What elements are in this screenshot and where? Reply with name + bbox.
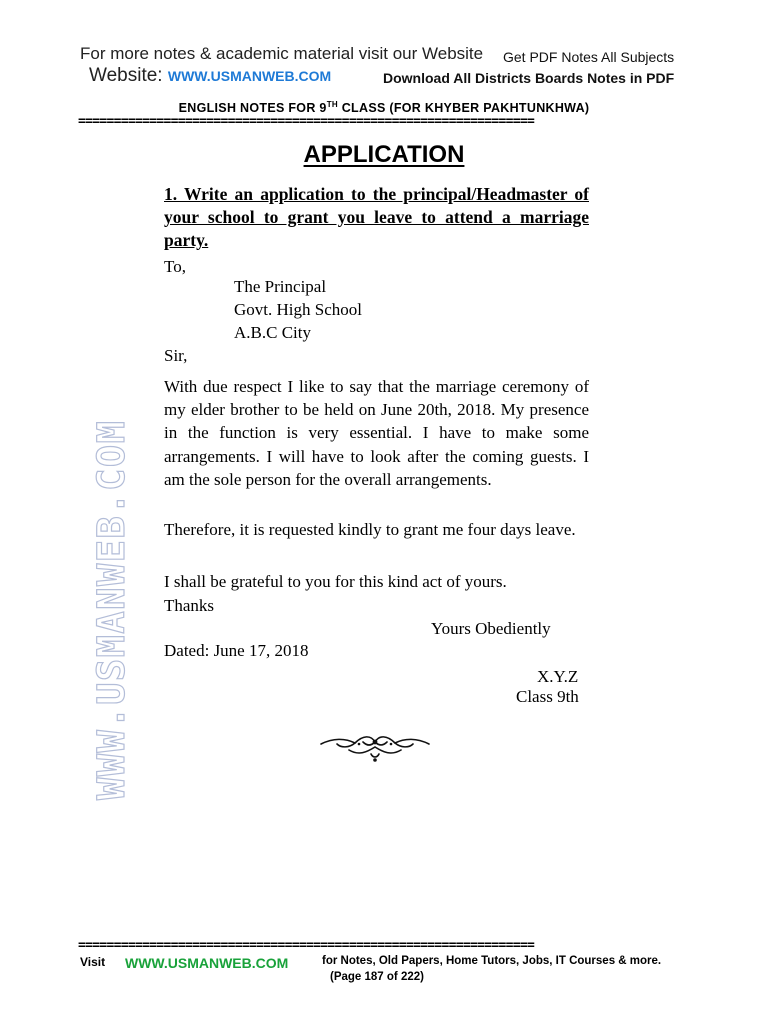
header-rule: ================================================================ [78, 114, 535, 129]
address-line-3: A.B.C City [234, 323, 311, 342]
watermark-text: WWW.USMANWEB.COM [90, 419, 133, 800]
subject-heading [0, 100, 768, 115]
paragraph-3: I shall be grateful to you for this kind act of yours. [164, 572, 507, 591]
subject-sup: TH [326, 100, 338, 109]
flourish-ornament-icon [319, 730, 431, 766]
page-number: (Page 187 of 222) [330, 971, 424, 983]
website-link[interactable]: WWW.USMANWEB.COM [167, 68, 332, 84]
page-title: APPLICATION [303, 141, 465, 168]
signature-name: X.Y.Z [537, 667, 579, 686]
to-line: To, [164, 257, 186, 276]
header-website-line [89, 65, 331, 87]
footer-rule: ================================================================ [78, 938, 535, 953]
header-download-text: Download All Districts Boards Notes in PDF [383, 70, 675, 86]
subject-pre: ENGLISH NOTES FOR 9 [178, 101, 327, 116]
greeting: Sir, [164, 346, 188, 365]
footer-website-link[interactable]: WWW.USMANWEB.COM [125, 955, 289, 971]
closing-line: Yours Obediently [431, 619, 551, 638]
footer-visit-label: Visit [80, 955, 106, 969]
dated-line: Dated: June 17, 2018 [164, 641, 309, 660]
website-label: Website: [89, 65, 163, 86]
address-line-2: Govt. High School [234, 300, 362, 319]
paragraph-1: With due respect I like to say that the marriage ceremony of my elder brother to be held on June 20th, 2018. My presence in the function is very essential. I have to make some arrangements. I will have to look after the coming guests. I am the sole person for the overall arrangements. [164, 377, 589, 489]
question-prompt: 1. Write an application to the principal/Headmaster of your school to grant you leave to attend a marriage party. [164, 184, 589, 250]
paragraph-2: Therefore, it is requested kindly to grant me four days leave. [164, 520, 576, 539]
subject-post: CLASS (FOR KHYBER PAKHTUNKHWA) [337, 101, 590, 116]
footer-tagline: for Notes, Old Papers, Home Tutors, Jobs, IT Courses & more. [322, 955, 662, 967]
header-promo-text: For more notes & academic material visit our Website [80, 44, 484, 63]
address-line-1: The Principal [234, 277, 327, 296]
thanks-line: Thanks [164, 596, 215, 615]
header-pdf-notes-text: Get PDF Notes All Subjects [503, 49, 675, 65]
signature-class: Class 9th [516, 687, 579, 706]
